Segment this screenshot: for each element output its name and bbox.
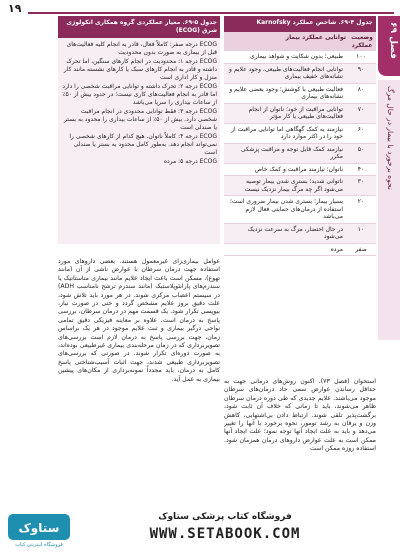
body-paragraph-right: استخوان (فصل ۷۳). اکنون روش‌های درمانی جهت به حداقل رساندن عوارض سمی حاد درمان‌های سرطان موجود می‌باشند. علایم جدیدی که طی دوره درمان سرطان ظاهر می‌شوند، باید تا زمانی که خلاف آن ثابت شود، برگشت‌پذیر تلقی شوند. ارتباط دادن بی‌اشتهایی، کاهش وزن و یرقان به رشد تومور، نحوه برخورد با آنها را تغییر می‌دهد و باید به علت ایجاد آنها توجه نمود؛ علت ایجاد آنها ممکن است به علت عوارض داروهای درمان همزمان شود. استفاده روزه ممکن است: [224, 378, 376, 453]
footer: [76, 512, 374, 548]
ecog-box-title: جدول ۵-۶۹. معیار عملکردی گروه همکاری انکولوژی شرق (ECOG): [58, 16, 220, 38]
footer-shop-name: فروشگاه کتاب پزشکی ستاوک: [158, 512, 292, 522]
row-description: توانایی انجام فعالیت‌های طبیعی، وجود علایم و نشانه‌های خفیف بیماری: [229, 65, 343, 80]
ecog-item: ECOG درجه ۴: کاملاً ناتوان. هیچ کدام از کارهای شخصی را نمی‌تواند انجام دهد. به‌طور کامل محدود به بستر یا صندلی است: [69, 133, 217, 156]
logo-graphic: [8, 514, 70, 548]
header-desc: توانایی عملکرد بیمار: [285, 34, 346, 41]
row-description: نیازمند به کمک گهگاهی اما توانایی مراقبت از خود را در اکثر موارد دارد: [231, 125, 343, 140]
table-row: [224, 244, 376, 257]
karnofsky-table-header: [224, 32, 376, 51]
ecog-item: ECOG درجه ۵: مرده: [163, 158, 217, 165]
table-row: [224, 51, 376, 64]
row-score: ۴۰: [357, 165, 365, 173]
karnofsky-rows: [224, 51, 376, 256]
row-description: در حال احتضار، مرگ به سرعت نزدیک می‌شود: [247, 225, 343, 240]
row-description: طبیعی؛ بدون شکایت و شواهد بیماری: [250, 53, 343, 60]
row-score: ۸۰: [357, 85, 365, 93]
setabook-logo: [8, 514, 70, 548]
table-row: [224, 104, 376, 124]
row-score: ۶۰: [357, 125, 365, 133]
ecog-box-body: [58, 38, 220, 244]
chapter-side-strip: [378, 80, 400, 340]
chapter-side-label: نحوه برخورد با بیمار در حال مرگ: [386, 86, 395, 190]
row-description: فعالیت طبیعی با کوشش؛ وجود بعضی علایم و نشانه‌های بیماری: [229, 85, 343, 100]
karnofsky-table-title: جدول ۴-۶۹. شاخص عملکرد Karnofsky: [224, 16, 376, 32]
ecog-box: [58, 16, 220, 254]
row-score: ۱۰: [357, 225, 365, 233]
chapter-tab-label: فصل ۶۹: [388, 22, 398, 59]
row-description: توانایی مراقبت از خود؛ ناتوان از انجام فعالیت‌های طبیعی یا کار مؤثر: [248, 105, 343, 120]
table-row: [224, 144, 376, 164]
row-score: ۹۰: [357, 65, 365, 73]
header-col1: عملکرد: [351, 41, 373, 49]
table-row: [224, 64, 376, 84]
row-score: ۲۰: [357, 198, 365, 205]
table-row: [224, 176, 376, 196]
row-score: صفر: [355, 245, 367, 253]
row-description: ناتوانی شدید؛ بستری شدن بیمار توصیه می‌شود اگر چه مرگ بیمار نزدیک نیست: [244, 178, 343, 193]
body-paragraph-left: عوامل بیماری‌زای غیرمعمول هستند. بعضی داروهای مورد استفاده جهت درمان سرطان با عوارض ناشی از آن (مانند تهوع)، مسکن است باعث ایجاد علایم مانند بیماری متاستاتیک یا سندرم‌های پارانئوپلاستیک (مانند سندرم ترشح نامناسب ADH) در سیستم اعصاب مرکزی شوند. در هر مورد باید تلاش شود، علت دقیق بروز علایم مشخص گردد و حتی در صورت نیاز، بیوپسی تکرار شود. یک قسمت مهم در درمان سرطان، بررسی پاسخ به درمان است. علاوه بر معاینه فیزیکی دقیق تمامی نواحی درگیر بیماری و ثبت علایم موجود در هر یک براساس زمان، جهت بررسی پاسخ به درمان لازم است بررسی‌های تصویربرداری که در زمان مرحله‌بندی بیماری غیرطبیعی بوده‌اند، به صورت دوره‌ای تکرار شوند. در صورتی که بررسی‌های تصویربرداری طبیعی شدند، جهت اثبات آسیب‌شناختی پاسخ کامل به درمان، باید مجدداً نمونه‌برداری از مکان‌های پیشین بیماری به عمل آید.: [58, 258, 220, 383]
header-score: [348, 32, 376, 51]
logo-subtext: فروشگاه اینترنتی کتاب: [15, 542, 63, 548]
header-rule: [28, 12, 394, 14]
page-number: ۱۹: [8, 2, 22, 15]
table-row: [224, 196, 376, 224]
table-row: [224, 224, 376, 244]
row-score: ۳۰: [357, 178, 365, 185]
row-description: نیازمند کمک قابل توجه و مراقبت پزشکی مکرر: [240, 145, 343, 160]
ecog-item: ECOG درجه صفر: کاملاً فعال، قادر به انجام کلیه فعالیت‌های قبل از بیماری به صورت بدون محدودیت: [66, 41, 217, 56]
table-row: [224, 124, 376, 144]
ecog-item: ECOG درجه ۱: محدودیت در انجام کارهای سنگین، اما تحرک داشته و قادر به انجام کارهای سبک یا کارهای نشسته مانند کار منزل و کار اداری است: [63, 58, 217, 81]
row-score: ۷۰: [357, 105, 365, 113]
header-sub: وضعیت: [351, 34, 373, 41]
ecog-item: ECOG درجه ۳: فقط توانایی محدودی در انجام مراقبت شخصی دارد. بیش از ۵۰٪ از ساعات بیداری را محدود به بستر یا صندلی است: [63, 108, 217, 131]
row-description: ناتوان؛ نیازمند مراقبت و کمک خاص: [254, 165, 343, 173]
ecog-item: ECOG درجه ۲: تحرک داشته و توانایی مراقبت شخصی را دارد اما قادر به انجام فعالیت‌های کاری نیست؛ در حدود بیش از ۵۰٪ از ساعات بیداری را سرپا می‌باشد: [62, 83, 217, 106]
karnofsky-table: [224, 16, 376, 376]
row-score: ۵۰: [357, 145, 365, 153]
logo-text: ستاوک: [18, 521, 60, 535]
row-description: بسیار بیمار؛ بستری شدن بیمار ضروری است؛ استفاده از درمان‌های حمایتی فعال لازم می‌باشد: [229, 198, 343, 220]
table-row: [224, 84, 376, 104]
chapter-tab: [378, 16, 400, 76]
row-score: ۱۰۰: [356, 53, 366, 60]
table-row: [224, 164, 376, 177]
footer-url[interactable]: WWW.SETABOOK.COM: [149, 526, 301, 542]
row-description: مرده: [330, 245, 343, 253]
